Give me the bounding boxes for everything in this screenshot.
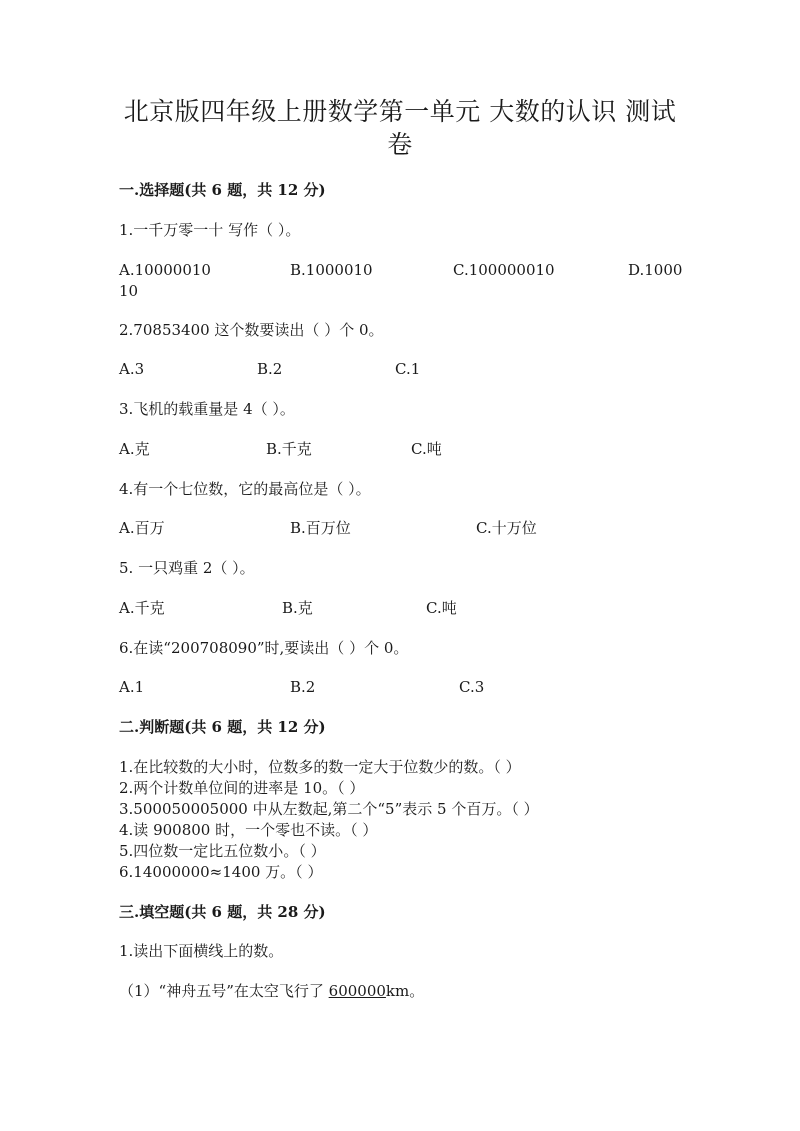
question-4-option-a: A.百万	[119, 519, 165, 537]
question-1-option-d: D.1000	[628, 261, 683, 279]
question-3-stem: 3.飞机的载重量是 4（ ）。	[119, 400, 295, 418]
question-5-option-c: C.吨	[426, 599, 457, 617]
question-5-stem: 5. 一只鸡重 2（ ）。	[119, 559, 255, 577]
section-heading-choice: 一.选择题(共 6 题，共 12 分)	[119, 181, 326, 199]
question-1-option-c: C.100000010	[453, 261, 555, 279]
question-3-option-b: B.千克	[266, 440, 312, 458]
question-1-stem: 1.一千万零一十 写作（ ）。	[119, 221, 301, 239]
question-4-stem: 4.有一个七位数，它的最高位是（ ）。	[119, 480, 371, 498]
question-4-option-c: C.十万位	[476, 519, 537, 537]
fill-question-1-sub-1	[119, 981, 424, 1001]
question-3-option-a: A.克	[119, 440, 150, 458]
question-6-option-a: A.1	[119, 678, 145, 696]
question-1-option-d-wrap: 10	[119, 282, 139, 300]
question-2-stem: 2.70853400 这个数要读出（ ）个 0。	[119, 321, 384, 339]
question-1-option-b: B.1000010	[290, 261, 373, 279]
question-2-option-b: B.2	[257, 360, 283, 378]
page-title-continued: 卷	[387, 130, 413, 159]
question-2-option-c: C.1	[395, 360, 421, 378]
question-5-option-b: B.克	[282, 599, 313, 617]
judgment-item-2: 2.两个计数单位间的进率是 10。（ ）	[119, 779, 365, 797]
judgment-item-4: 4.读 900800 时，一个零也不读。（ ）	[119, 821, 378, 839]
question-3-option-c: C.吨	[411, 440, 442, 458]
section-heading-true-false: 二.判断题(共 6 题，共 12 分)	[119, 718, 326, 736]
question-4-option-b: B.百万位	[290, 519, 351, 537]
fill-question-1-sub-1-suffix: km。	[385, 982, 425, 1000]
fill-question-1-sub-1-prefix: （1）“神舟五号”在太空飞行了	[119, 982, 329, 1000]
question-1-option-a: A.10000010	[119, 261, 211, 279]
judgment-item-6: 6.14000000≈1400 万。（ ）	[119, 863, 323, 881]
section-heading-fill-blank: 三.填空题(共 6 题，共 28 分)	[119, 903, 326, 921]
question-6-stem: 6.在读“200708090”时,要读出（ ）个 0。	[119, 639, 409, 657]
fill-question-1-stem: 1.读出下面横线上的数。	[119, 942, 284, 960]
question-2-option-a: A.3	[119, 360, 145, 378]
question-6-option-c: C.3	[459, 678, 485, 696]
judgment-item-1: 1.在比较数的大小时，位数多的数一定大于位数少的数。（ ）	[119, 758, 521, 776]
fill-question-1-sub-1-underlined-number: 600000	[328, 982, 386, 1000]
page-title: 北京版四年级上册数学第一单元 大数的认识 测试	[123, 97, 677, 126]
question-6-option-b: B.2	[290, 678, 316, 696]
judgment-item-3: 3.500050005000 中从左数起,第二个“5”表示 5 个百万。（ ）	[119, 800, 539, 818]
question-5-option-a: A.千克	[119, 599, 165, 617]
judgment-item-5: 5.四位数一定比五位数小。（ ）	[119, 842, 326, 860]
